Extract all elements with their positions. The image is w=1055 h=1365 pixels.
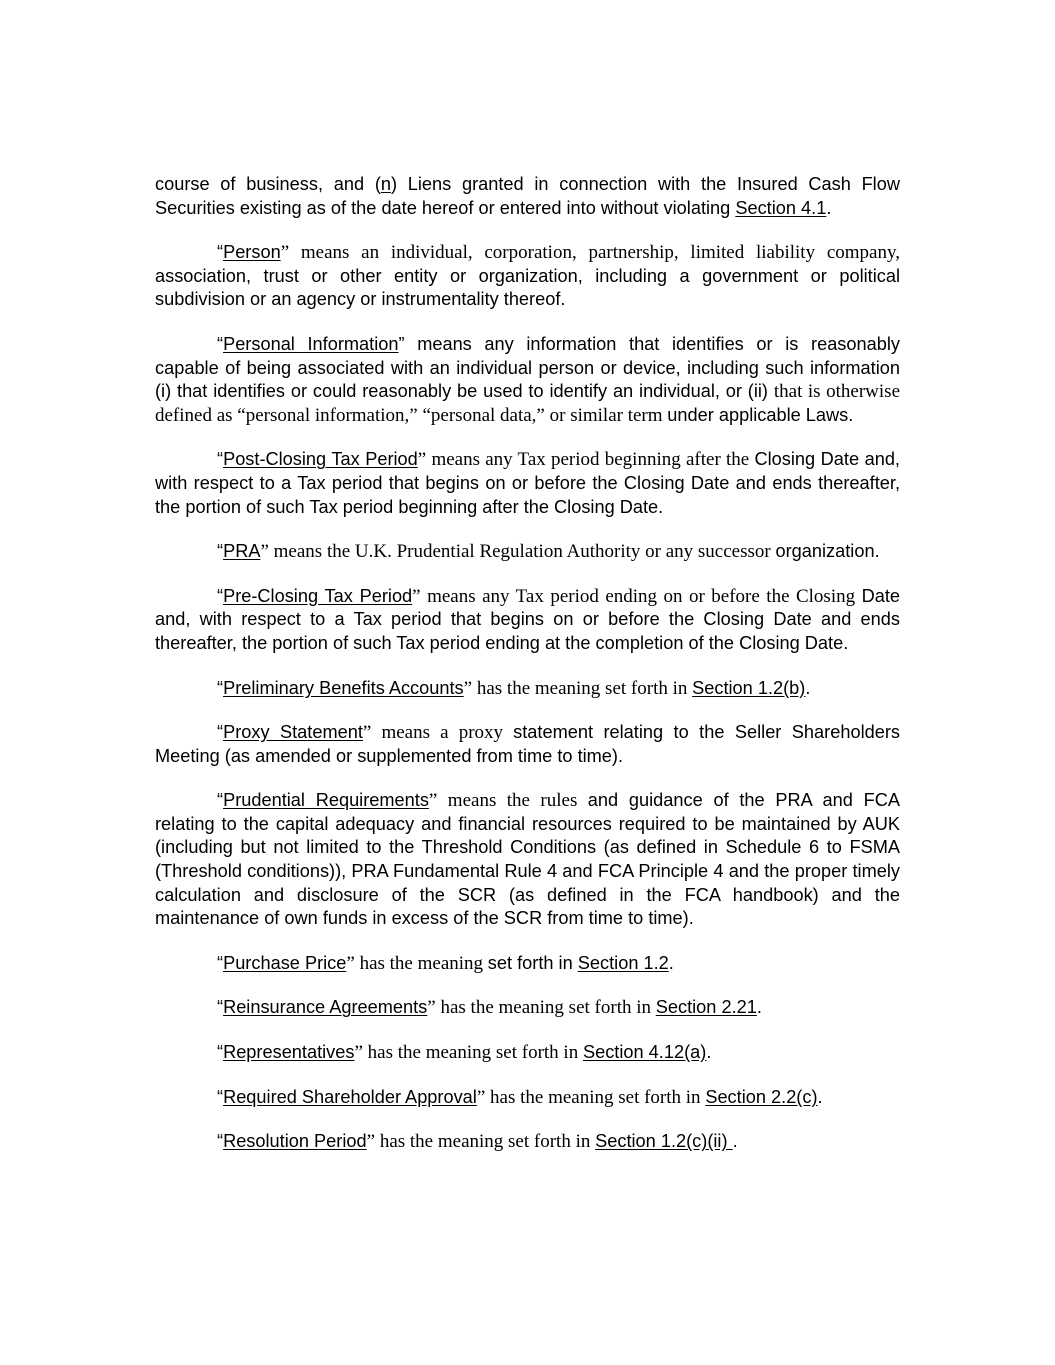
body-text: ) Liens granted in connection with the Insured Cash Flow Securities existing as of the date hereof or entered into without violating	[155, 174, 900, 218]
body-text: .	[756, 997, 762, 1018]
body-text: ” means an individual, corporation, partnership, limited liability company,	[280, 242, 900, 264]
body-text: and guidance of the PRA and FCA relating to the capital adequacy and financial resources required to be maintained by AUK (including but not limited to the Threshold Conditions (as defined in Schedule 6 to FSMA (Threshold conditions)), PRA Fundamental Rule 4 and FCA Principle 4 and the proper timely calculation and disclosure of the SCR (as defined in the FCA handbook) and the maintenance of own funds in excess of the SCR from time to time).	[155, 790, 900, 929]
body-text: “	[217, 1042, 224, 1063]
defined-term: Required Shareholder Approval	[223, 1086, 477, 1107]
body-text: “	[217, 677, 224, 698]
body-text: .	[668, 952, 674, 973]
definition-paragraph	[155, 721, 900, 768]
body-text: set forth in	[487, 952, 578, 973]
body-text: “	[217, 722, 224, 743]
definition-paragraph	[155, 1130, 900, 1154]
body-text: Closing Date and, with respect to a Tax period that begins on or before the Closing Date and ends thereafter, the portion of such Tax period beginning after the Closing Date.	[155, 449, 900, 517]
body-text: “	[217, 242, 224, 263]
body-text: ” means a proxy	[362, 722, 514, 744]
defined-term: Preliminary Benefits Accounts	[223, 677, 464, 698]
body-text: course of business, and (	[155, 174, 381, 194]
body-text: .	[826, 197, 832, 218]
body-text: under applicable Laws.	[667, 404, 854, 425]
body-text: “	[217, 790, 224, 811]
section-reference: Section 1.2(b)	[692, 677, 806, 698]
body-text: ” has the meaning set forth in	[427, 997, 656, 1019]
definition-paragraph	[155, 1086, 900, 1110]
body-text: “	[217, 449, 224, 470]
body-text: organization.	[775, 541, 880, 562]
defined-term: PRA	[223, 541, 261, 562]
body-text: that is otherwise defined as “personal information,” “personal data,” or similar term	[155, 381, 900, 426]
defined-term: Prudential Requirements	[223, 790, 429, 811]
body-text: association, trust or other entity or organization, including a government or political subdivision or an agency or instrumentality thereof.	[155, 265, 900, 310]
body-text: ” means the rules	[428, 790, 588, 812]
body-text: ” has the meaning set forth in	[354, 1042, 583, 1064]
definition-paragraph	[155, 585, 900, 656]
body-text: ” means any Tax period beginning after the	[417, 449, 755, 471]
body-text: ” has the meaning	[346, 952, 488, 974]
body-text: “	[217, 952, 224, 973]
defined-term: Reinsurance Agreements	[223, 997, 428, 1018]
body-text: ” means the U.K. Prudential Regulation Authority or any successor	[260, 541, 776, 563]
body-text: ” means any Tax period ending on or before the Closing	[412, 585, 862, 607]
body-text: .	[817, 1086, 823, 1107]
section-reference: Section 1.2	[577, 952, 669, 973]
body-text: statement relating to the Seller Shareholders Meeting (as amended or supplemented from time to time).	[155, 722, 900, 766]
document-body	[155, 173, 900, 1154]
definition-paragraph	[155, 333, 900, 427]
body-text: “	[217, 997, 224, 1018]
body-text: Date and, with respect to a Tax period that begins on or before the Closing Date and ends thereafter, the portion of such Tax period ending at the completion of the Closing Date.	[155, 585, 900, 653]
continuation-paragraph	[155, 173, 900, 220]
section-reference: Section 4.12(a)	[582, 1042, 707, 1063]
definition-paragraph	[155, 540, 900, 564]
body-text: .	[805, 677, 811, 698]
defined-term: Person	[223, 242, 281, 263]
section-reference: Section 2.21	[655, 997, 757, 1018]
defined-term: Proxy Statement	[223, 722, 363, 743]
definition-paragraph	[155, 952, 900, 976]
definition-paragraph	[155, 448, 900, 519]
definition-paragraph	[155, 1041, 900, 1065]
defined-term: Resolution Period	[223, 1131, 367, 1152]
defined-term: Personal Information	[223, 333, 399, 354]
body-text: “	[217, 333, 224, 354]
body-text: ” has the meaning set forth in	[366, 1131, 596, 1153]
definition-paragraph	[155, 241, 900, 312]
definition-paragraph	[155, 789, 900, 931]
body-text: .	[732, 1131, 738, 1152]
body-text: .	[706, 1042, 712, 1063]
body-text: ” has the meaning set forth in	[476, 1086, 706, 1108]
definition-paragraph	[155, 677, 900, 701]
document-page	[155, 173, 900, 1175]
defined-term: Purchase Price	[223, 952, 347, 973]
section-reference: Section 1.2(c)(ii)	[595, 1131, 733, 1152]
defined-term: Pre-Closing Tax Period	[223, 585, 413, 606]
defined-term: Post-Closing Tax Period	[223, 449, 418, 470]
definition-paragraph	[155, 996, 900, 1020]
body-text: “	[217, 541, 224, 562]
section-reference: Section 2.2(c)	[705, 1086, 818, 1107]
defined-term: n	[380, 174, 391, 194]
body-text: “	[217, 585, 224, 606]
section-reference: Section 4.1	[735, 197, 827, 218]
defined-term: Representatives	[223, 1042, 355, 1063]
body-text: ” has the meaning set forth in	[463, 677, 693, 699]
body-text: “	[217, 1131, 224, 1152]
body-text: ” means any information that identifies or is reasonably capable of being associated with an individual person or device, including such information (i) that identifies or could reasonably be used to identify an individual, or (ii)	[155, 333, 900, 402]
body-text: “	[217, 1086, 224, 1107]
